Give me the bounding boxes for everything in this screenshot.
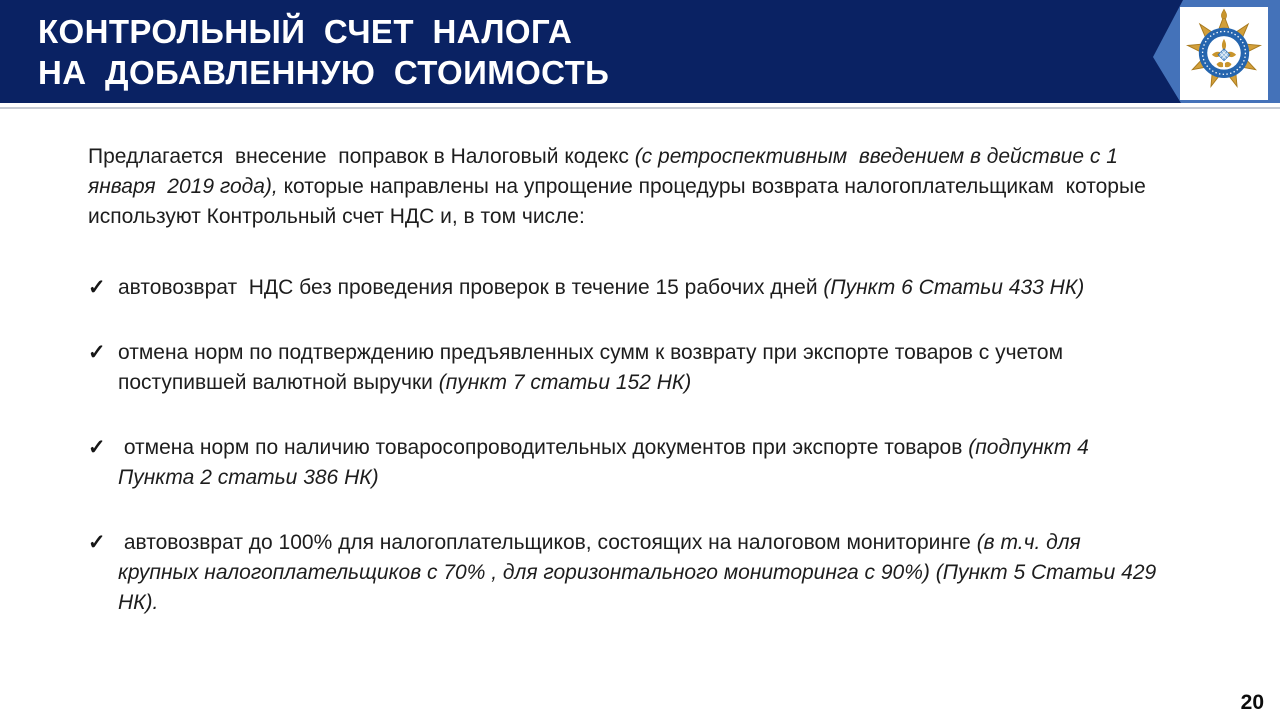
list-item [88,338,1158,398]
page-title [38,11,609,93]
checkmark-icon: ✓ [88,276,106,299]
checkmark-icon: ✓ [88,436,106,459]
list-item-text [118,433,1158,493]
state-revenue-committee-emblem-icon [1183,8,1265,99]
intro-text-continued: которые направлены на упрощение процедуры возврата налогоплательщикам которые используют Контрольный счет НДС и, в том числе: [88,175,1152,228]
list-item-reference: (Пункт 6 Статьи 433 НК) [823,276,1085,299]
list-item-body: отмена норм по наличию товаросопроводительных документов при экспорте товаров [118,436,969,459]
logo [1180,7,1268,100]
checkmark-icon: ✓ [88,341,106,364]
list-item [88,528,1163,618]
intro-paragraph [88,142,1158,232]
intro-note-italic: (с ретроспективным введением в действие с 1 января 2019 года), [88,145,1124,198]
list-item [88,433,1158,493]
list-item-text [118,338,1158,398]
list-item-text [118,273,1158,303]
page-title-line1: КОНТРОЛЬНЫЙ СЧЕТ НАЛОГА [38,13,573,50]
list-item-body: автовозврат НДС без проведения проверок в течение 15 рабочих дней [118,276,824,299]
list-item-reference: (подпункт 4 Пункта 2 статьи 386 НК) [118,436,1095,489]
page-title-line2: НА ДОБАВЛЕННУЮ СТОИМОСТЬ [38,54,610,91]
header-divider [0,107,1280,109]
list-item-body: отмена норм по подтверждению предъявленных сумм к возврату при экспорте товаров с учетом поступившей валютной выручки [118,341,1069,394]
intro-text: Предлагается внесение поправок в Налоговый кодекс [88,145,635,168]
checkmark-icon: ✓ [88,531,106,554]
slide-body [88,142,1163,653]
list-item-reference: (в т.ч. для крупных налогоплательщиков с 70% , для горизонтального мониторинга с 90%) (Пункт 5 Статьи 429 НК). [118,531,1163,614]
list-item-body: автовозврат до 100% для налогоплательщиков, состоящих на налоговом мониторинге [118,531,977,554]
page-number: 20 [1240,691,1264,714]
list-item [88,273,1158,303]
list-item-text [118,528,1163,618]
bullet-list [88,273,1163,618]
list-item-reference: (пункт 7 статьи 152 НК) [438,371,692,394]
